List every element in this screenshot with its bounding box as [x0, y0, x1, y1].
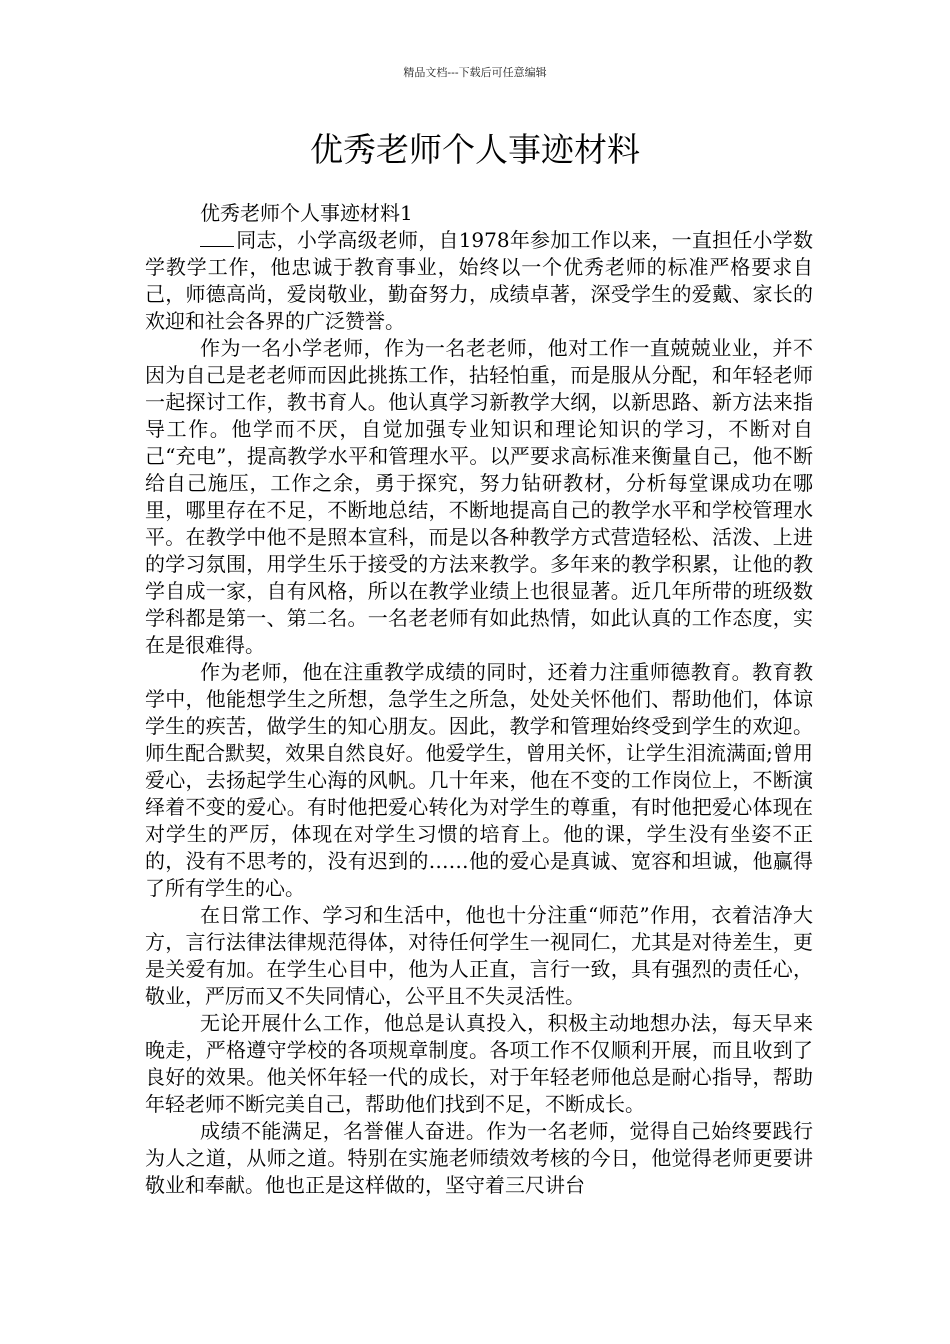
paragraph-4: 在日常工作、学习和生活中，他也十分注重“师范”作用，衣着洁净大方，言行法律法律规范得体，对待任何学生一视同仁，尤其是对待差生，更是关爱有加。在学生心目中，他为人正直，言行一致，具有强烈的责任心，敬业，严厉而又不失同情心，公平且不失灵活性。 [145, 903, 813, 1008]
document-subtitle: 优秀老师个人事迹材料1 [200, 201, 413, 225]
document-title: 优秀老师个人事迹材料 [310, 130, 640, 169]
paragraph-2: 作为一名小学老师，作为一名老老师，他对工作一直兢兢业业，并不因为自己是老老师而因此挑拣工作，拈轻怕重，而是服从分配，和年轻老师一起探讨工作，教书育人。他认真学习新教学大纲，以新思路、新方法来指导工作。他学而不厌，自觉加强专业知识和理论知识的学习，不断对自己“充电”，提高教学水平和管理水平。以严要求高标准来衡量自己，他不断给自己施压，工作之余，勇于探究，努力钻研教材，分析每堂课成功在哪里，哪里存在不足，不断地总结，不断地提高自己的教学水平和学校管理水平。在教学中他不是照本宣科，而是以各种教学方式营造轻松、活泼、上进的学习氛围，用学生乐于接受的方法来教学。多年来的教学积累，让他的教学自成一家，自有风格，所以在教学业绩上也很显著。近几年所带的班级数学科都是第一、第二名。一名老老师有如此热情，如此认真的工作态度，实在是很难得。 [145, 336, 813, 657]
paragraph-1-text: 同志，小学高级老师，自1978年参加工作以来，一直担任小学数学教学工作，他忠诚于教育事业，始终以一个优秀老师的标准严格要求自己，师德高尚，爱岗敬业，勤奋努力，成绩卓著，深受学生的爱戴、家长的欢迎和社会各界的广泛赞誉。 [145, 228, 813, 333]
paragraph-5: 无论开展什么工作，他总是认真投入，积极主动地想办法，每天早来晚走，严格遵守学校的各项规章制度。各项工作不仅顺利开展，而且收到了良好的效果。他关怀年轻一代的成长，对于年轻老师他总是耐心指导，帮助年轻老师不断完美自己，帮助他们找到不足，不断成长。 [145, 1011, 813, 1116]
paragraph-1 [145, 227, 813, 335]
paragraph-3: 作为老师，他在注重教学成绩的同时，还着力注重师德教育。教育教学中，他能想学生之所想，急学生之所急，处处关怀他们、帮助他们，体谅学生的疾苦，做学生的知心朋友。因此，教学和管理始终受到学生的欢迎。师生配合默契，效果自然良好。他爱学生，曾用关怀，让学生泪流满面;曾用爱心，去扬起学生心海的风帆。几十年来，他在不变的工作岗位上，不断演绎着不变的爱心。有时他把爱心转化为对学生的尊重，有时他把爱心体现在对学生的严厉，体现在对学生习惯的培育上。他的课，学生没有坐姿不正的，没有不思考的，没有迟到的……他的爱心是真诚、宽容和坦诚，他赢得了所有学生的心。 [145, 660, 813, 900]
paragraph-6: 成绩不能满足，名誉催人奋进。作为一名老师，觉得自己始终要践行为人之道，从师之道。特别在实施老师绩效考核的今日，他觉得老师更要讲敬业和奉献。他也正是这样做的，坚守着三尺讲台 [145, 1119, 813, 1197]
header-note: 精品文档---下载后可任意编辑 [403, 66, 547, 79]
document-body [145, 200, 813, 1199]
name-blank [200, 230, 234, 247]
